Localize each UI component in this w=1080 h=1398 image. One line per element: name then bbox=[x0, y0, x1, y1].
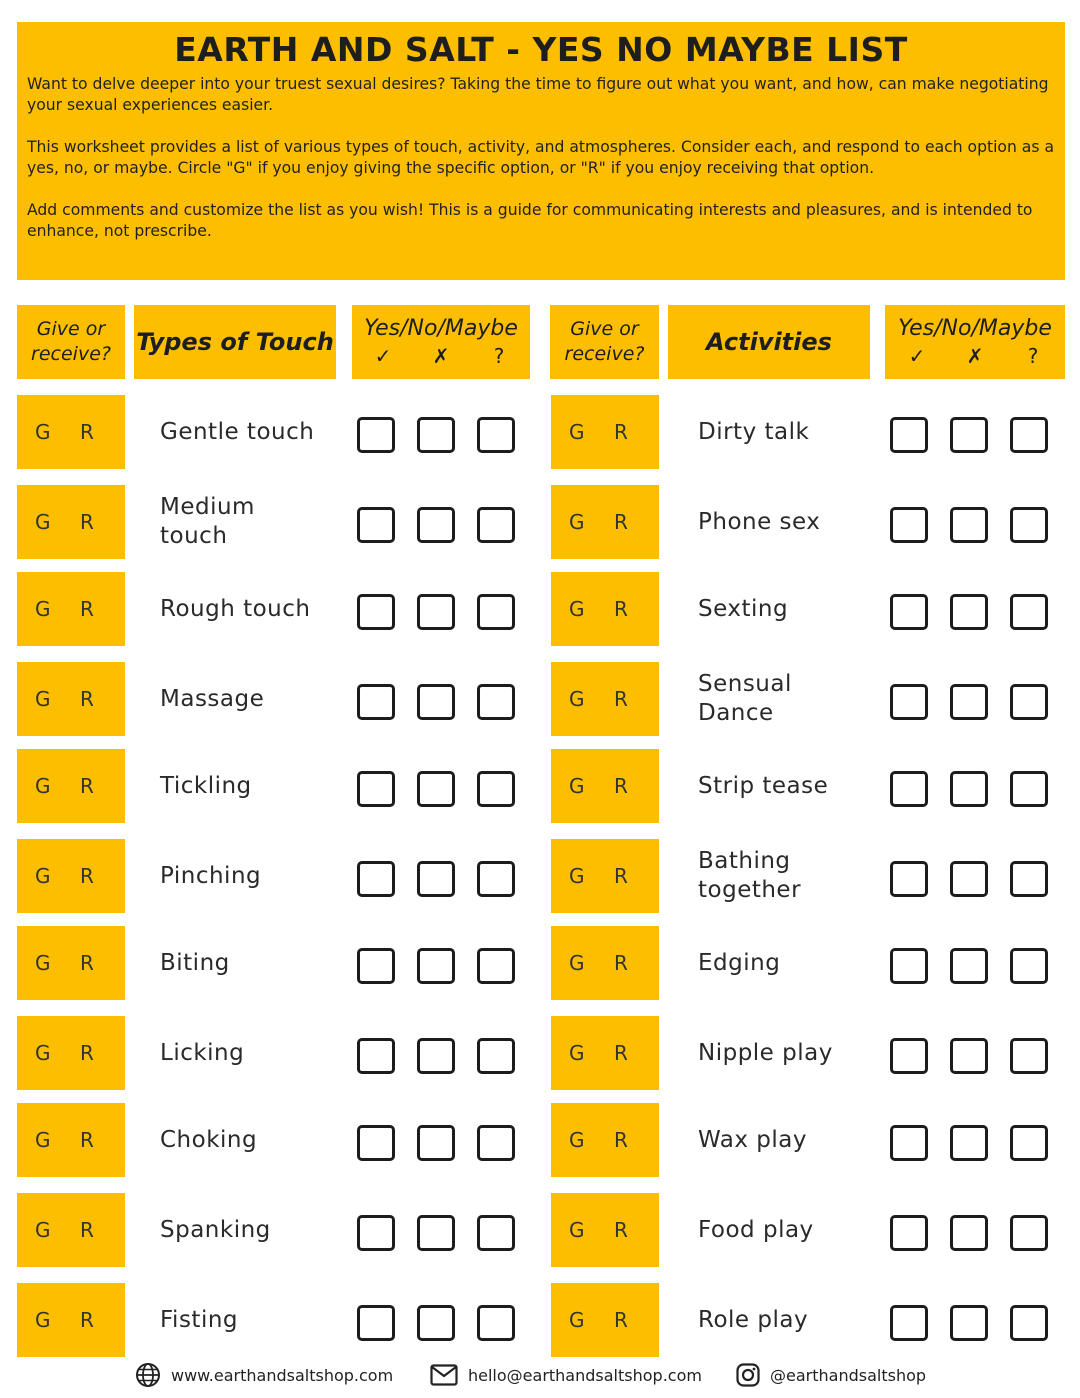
give-option[interactable]: G bbox=[35, 687, 51, 711]
give-option[interactable]: G bbox=[35, 420, 51, 444]
give-receive-cell bbox=[17, 662, 125, 736]
answer-checkboxes bbox=[890, 594, 1048, 630]
receive-option[interactable]: R bbox=[614, 951, 628, 975]
answer-marks bbox=[906, 344, 1044, 368]
table-row bbox=[0, 1283, 1080, 1357]
yes-checkbox[interactable] bbox=[357, 1215, 395, 1251]
yes-checkbox[interactable] bbox=[890, 1125, 928, 1161]
maybe-checkbox[interactable] bbox=[477, 417, 515, 453]
no-checkbox[interactable] bbox=[950, 948, 988, 984]
activity-item-label: Wax play bbox=[698, 1126, 807, 1153]
yes-checkbox[interactable] bbox=[357, 417, 395, 453]
cross-icon: ✗ bbox=[966, 344, 984, 368]
check-icon: ✓ bbox=[374, 344, 392, 368]
email-link[interactable]: hello@earthandsaltshop.com bbox=[468, 1365, 702, 1385]
receive-option[interactable]: R bbox=[614, 597, 628, 621]
maybe-checkbox[interactable] bbox=[477, 861, 515, 897]
receive-option[interactable]: R bbox=[80, 687, 94, 711]
touch-item-label: Choking bbox=[160, 1126, 258, 1153]
give-receive-cell bbox=[551, 839, 659, 913]
question-icon: ? bbox=[493, 344, 505, 368]
globe-icon bbox=[135, 1362, 161, 1388]
give-receive-cell bbox=[551, 485, 659, 559]
receive-option[interactable]: R bbox=[614, 1041, 628, 1065]
activity-item-label: Bathing together bbox=[698, 848, 802, 903]
receive-option[interactable]: R bbox=[80, 420, 94, 444]
no-checkbox[interactable] bbox=[417, 948, 455, 984]
give-receive-cell bbox=[551, 926, 659, 1000]
receive-option[interactable]: R bbox=[80, 951, 94, 975]
no-checkbox[interactable] bbox=[417, 1215, 455, 1251]
give-receive-cell bbox=[17, 1283, 125, 1357]
maybe-checkbox[interactable] bbox=[477, 1215, 515, 1251]
give-receive-cell bbox=[17, 1193, 125, 1267]
yes-checkbox[interactable] bbox=[357, 507, 395, 543]
maybe-checkbox[interactable] bbox=[1010, 684, 1048, 720]
touch-item-label: Biting bbox=[160, 949, 230, 976]
no-checkbox[interactable] bbox=[417, 771, 455, 807]
give-option[interactable]: G bbox=[35, 951, 51, 975]
maybe-checkbox[interactable] bbox=[1010, 948, 1048, 984]
no-checkbox[interactable] bbox=[950, 1125, 988, 1161]
yes-checkbox[interactable] bbox=[357, 861, 395, 897]
no-checkbox[interactable] bbox=[417, 594, 455, 630]
receive-option[interactable]: R bbox=[614, 864, 628, 888]
answer-checkboxes bbox=[890, 417, 1048, 453]
give-receive-cell bbox=[17, 839, 125, 913]
maybe-checkbox[interactable] bbox=[1010, 771, 1048, 807]
activity-item-label: Sexting bbox=[698, 595, 789, 622]
answer-checkboxes bbox=[357, 1215, 515, 1251]
yes-no-maybe-label: Yes/No/Maybe bbox=[898, 316, 1052, 341]
give-receive-cell bbox=[17, 572, 125, 646]
receive-option[interactable]: R bbox=[614, 1218, 628, 1242]
give-option[interactable]: G bbox=[569, 1218, 585, 1242]
touch-item-label: Massage bbox=[160, 685, 265, 712]
give-receive-header-right: Give or receive? bbox=[550, 305, 659, 379]
table-row bbox=[0, 1016, 1080, 1090]
yes-checkbox[interactable] bbox=[890, 1305, 928, 1341]
yes-checkbox[interactable] bbox=[357, 1125, 395, 1161]
table-row bbox=[0, 662, 1080, 736]
maybe-checkbox[interactable] bbox=[1010, 861, 1048, 897]
yes-checkbox[interactable] bbox=[890, 684, 928, 720]
maybe-checkbox[interactable] bbox=[1010, 594, 1048, 630]
give-option[interactable]: G bbox=[35, 774, 51, 798]
touch-item-label: Spanking bbox=[160, 1216, 271, 1243]
receive-option[interactable]: R bbox=[80, 597, 94, 621]
answer-checkboxes bbox=[890, 1215, 1048, 1251]
give-receive-cell bbox=[17, 1103, 125, 1177]
give-receive-header-left: Give or receive? bbox=[17, 305, 125, 379]
receive-option[interactable]: R bbox=[80, 510, 94, 534]
maybe-checkbox[interactable] bbox=[1010, 1305, 1048, 1341]
no-checkbox[interactable] bbox=[417, 1125, 455, 1161]
yes-no-maybe-header-right bbox=[885, 305, 1065, 379]
table-row bbox=[0, 926, 1080, 1000]
answer-checkboxes bbox=[357, 771, 515, 807]
yes-checkbox[interactable] bbox=[890, 948, 928, 984]
footer-instagram[interactable] bbox=[736, 1360, 926, 1390]
give-option[interactable]: G bbox=[569, 687, 585, 711]
touch-item-label: Rough touch bbox=[160, 595, 311, 622]
yes-checkbox[interactable] bbox=[890, 507, 928, 543]
activity-item-label: Sensual Dance bbox=[698, 671, 792, 726]
table-row bbox=[0, 395, 1080, 469]
receive-option[interactable]: R bbox=[80, 1218, 94, 1242]
activity-item-label: Phone sex bbox=[698, 508, 821, 535]
answer-checkboxes bbox=[890, 1038, 1048, 1074]
intro-paragraph: Add comments and customize the list as you wish! This is a guide for communicating interests and pleasures, and is intended to enhance, not prescribe. bbox=[27, 201, 1033, 240]
yes-checkbox[interactable] bbox=[357, 771, 395, 807]
yes-checkbox[interactable] bbox=[357, 594, 395, 630]
answer-checkboxes bbox=[357, 507, 515, 543]
yes-checkbox[interactable] bbox=[890, 771, 928, 807]
no-checkbox[interactable] bbox=[417, 684, 455, 720]
yes-checkbox[interactable] bbox=[890, 594, 928, 630]
yes-checkbox[interactable] bbox=[890, 1038, 928, 1074]
receive-option[interactable]: R bbox=[80, 1041, 94, 1065]
maybe-checkbox[interactable] bbox=[477, 771, 515, 807]
yes-checkbox[interactable] bbox=[890, 1215, 928, 1251]
intro-paragraph: This worksheet provides a list of various types of touch, activity, and atmospheres. Consider each, and respond to each option as a yes, no, or maybe. Circle "G" if you enjoy giving the specific option, or "R" if you enjoy receiving that option. bbox=[27, 138, 1054, 177]
give-option[interactable]: G bbox=[569, 597, 585, 621]
give-option[interactable]: G bbox=[569, 1128, 585, 1152]
touch-item-label: Tickling bbox=[160, 772, 252, 799]
maybe-checkbox[interactable] bbox=[477, 1125, 515, 1161]
footer-website[interactable] bbox=[135, 1360, 393, 1390]
touch-item-label: Medium touch bbox=[160, 494, 255, 549]
maybe-checkbox[interactable] bbox=[1010, 1125, 1048, 1161]
answer-marks bbox=[372, 344, 510, 368]
maybe-checkbox[interactable] bbox=[477, 684, 515, 720]
activity-item-label: Edging bbox=[698, 949, 781, 976]
give-receive-cell bbox=[551, 1283, 659, 1357]
yes-no-maybe-header-left bbox=[352, 305, 530, 379]
website-link[interactable]: www.earthandsaltshop.com bbox=[171, 1365, 394, 1385]
table-row bbox=[0, 839, 1080, 913]
no-checkbox[interactable] bbox=[950, 507, 988, 543]
maybe-checkbox[interactable] bbox=[1010, 1215, 1048, 1251]
envelope-icon bbox=[430, 1364, 458, 1386]
receive-option[interactable]: R bbox=[614, 687, 628, 711]
answer-checkboxes bbox=[890, 684, 1048, 720]
give-option[interactable]: G bbox=[35, 597, 51, 621]
give-option[interactable]: G bbox=[35, 1128, 51, 1152]
receive-option[interactable]: R bbox=[614, 774, 628, 798]
answer-checkboxes bbox=[357, 861, 515, 897]
yes-checkbox[interactable] bbox=[357, 684, 395, 720]
answer-checkboxes bbox=[890, 861, 1048, 897]
activity-item-label: Role play bbox=[698, 1306, 809, 1333]
maybe-checkbox[interactable] bbox=[477, 1305, 515, 1341]
no-checkbox[interactable] bbox=[950, 1305, 988, 1341]
activity-item-label: Food play bbox=[698, 1216, 814, 1243]
no-checkbox[interactable] bbox=[950, 684, 988, 720]
give-receive-cell bbox=[551, 1103, 659, 1177]
answer-checkboxes bbox=[357, 1305, 515, 1341]
yes-checkbox[interactable] bbox=[357, 1305, 395, 1341]
activity-item-label: Dirty talk bbox=[698, 418, 810, 445]
receive-option[interactable]: R bbox=[614, 420, 628, 444]
no-checkbox[interactable] bbox=[417, 861, 455, 897]
table-row bbox=[0, 572, 1080, 646]
give-receive-cell bbox=[551, 572, 659, 646]
intro-paragraph: Want to delve deeper into your truest sexual desires? Taking the time to figure out what you want, and how, can make negotiating your sexual experiences easier. bbox=[27, 75, 1049, 114]
maybe-checkbox[interactable] bbox=[1010, 507, 1048, 543]
no-checkbox[interactable] bbox=[950, 594, 988, 630]
touch-item-label: Licking bbox=[160, 1039, 245, 1066]
give-option[interactable]: G bbox=[569, 864, 585, 888]
maybe-checkbox[interactable] bbox=[477, 1038, 515, 1074]
give-option[interactable]: G bbox=[569, 951, 585, 975]
activity-item-label: Nipple play bbox=[698, 1039, 833, 1066]
give-option[interactable]: G bbox=[35, 1041, 51, 1065]
yes-checkbox[interactable] bbox=[357, 948, 395, 984]
answer-checkboxes bbox=[890, 948, 1048, 984]
header-box bbox=[17, 22, 1065, 280]
yes-checkbox[interactable] bbox=[357, 1038, 395, 1074]
activities-header: Activities bbox=[668, 305, 870, 379]
footer-email[interactable] bbox=[430, 1360, 702, 1390]
answer-checkboxes bbox=[357, 948, 515, 984]
instagram-handle[interactable]: @earthandsaltshop bbox=[770, 1365, 927, 1385]
answer-checkboxes bbox=[890, 1125, 1048, 1161]
answer-checkboxes bbox=[890, 771, 1048, 807]
table-row bbox=[0, 1193, 1080, 1267]
give-receive-cell bbox=[551, 662, 659, 736]
give-receive-cell bbox=[551, 1016, 659, 1090]
question-icon: ? bbox=[1027, 344, 1039, 368]
answer-checkboxes bbox=[357, 1038, 515, 1074]
no-checkbox[interactable] bbox=[417, 507, 455, 543]
table-row bbox=[0, 485, 1080, 559]
maybe-checkbox[interactable] bbox=[1010, 417, 1048, 453]
give-receive-cell bbox=[551, 1193, 659, 1267]
intro-text bbox=[27, 74, 1055, 242]
no-checkbox[interactable] bbox=[417, 417, 455, 453]
answer-checkboxes bbox=[357, 594, 515, 630]
give-receive-cell bbox=[17, 1016, 125, 1090]
no-checkbox[interactable] bbox=[950, 771, 988, 807]
receive-option[interactable]: R bbox=[614, 510, 628, 534]
give-receive-cell bbox=[17, 395, 125, 469]
yes-no-maybe-label: Yes/No/Maybe bbox=[364, 316, 518, 341]
give-option[interactable]: G bbox=[35, 864, 51, 888]
no-checkbox[interactable] bbox=[417, 1038, 455, 1074]
give-option[interactable]: G bbox=[569, 774, 585, 798]
give-option[interactable]: G bbox=[569, 510, 585, 534]
give-option[interactable]: G bbox=[569, 1041, 585, 1065]
give-receive-cell bbox=[551, 395, 659, 469]
give-option[interactable]: G bbox=[35, 510, 51, 534]
types-of-touch-header: Types of Touch bbox=[134, 305, 336, 379]
touch-item-label: Gentle touch bbox=[160, 418, 315, 445]
receive-option[interactable]: R bbox=[80, 774, 94, 798]
no-checkbox[interactable] bbox=[950, 1038, 988, 1074]
answer-checkboxes bbox=[357, 1125, 515, 1161]
yes-checkbox[interactable] bbox=[890, 417, 928, 453]
check-icon: ✓ bbox=[908, 344, 926, 368]
receive-option[interactable]: R bbox=[80, 864, 94, 888]
no-checkbox[interactable] bbox=[950, 1215, 988, 1251]
page-title: EARTH AND SALT - YES NO MAYBE LIST bbox=[174, 30, 908, 69]
instagram-icon bbox=[736, 1363, 760, 1387]
table-row bbox=[0, 1103, 1080, 1177]
answer-checkboxes bbox=[357, 684, 515, 720]
no-checkbox[interactable] bbox=[950, 861, 988, 897]
give-option[interactable]: G bbox=[569, 420, 585, 444]
footer bbox=[0, 1360, 1080, 1390]
maybe-checkbox[interactable] bbox=[477, 507, 515, 543]
give-option[interactable]: G bbox=[569, 1308, 585, 1332]
receive-option[interactable]: R bbox=[614, 1128, 628, 1152]
touch-item-label: Pinching bbox=[160, 862, 262, 889]
no-checkbox[interactable] bbox=[950, 417, 988, 453]
yes-checkbox[interactable] bbox=[890, 861, 928, 897]
maybe-checkbox[interactable] bbox=[477, 594, 515, 630]
receive-option[interactable]: R bbox=[614, 1308, 628, 1332]
answer-checkboxes bbox=[890, 1305, 1048, 1341]
give-receive-cell bbox=[17, 485, 125, 559]
cross-icon: ✗ bbox=[432, 344, 450, 368]
receive-option[interactable]: R bbox=[80, 1128, 94, 1152]
touch-item-label: Fisting bbox=[160, 1306, 239, 1333]
receive-option[interactable]: R bbox=[80, 1308, 94, 1332]
give-receive-cell bbox=[551, 749, 659, 823]
answer-checkboxes bbox=[357, 417, 515, 453]
activity-item-label: Strip tease bbox=[698, 772, 829, 799]
table-row bbox=[0, 749, 1080, 823]
maybe-checkbox[interactable] bbox=[477, 948, 515, 984]
no-checkbox[interactable] bbox=[417, 1305, 455, 1341]
give-option[interactable]: G bbox=[35, 1308, 51, 1332]
maybe-checkbox[interactable] bbox=[1010, 1038, 1048, 1074]
answer-checkboxes bbox=[890, 507, 1048, 543]
give-receive-cell bbox=[17, 749, 125, 823]
give-option[interactable]: G bbox=[35, 1218, 51, 1242]
give-receive-cell bbox=[17, 926, 125, 1000]
